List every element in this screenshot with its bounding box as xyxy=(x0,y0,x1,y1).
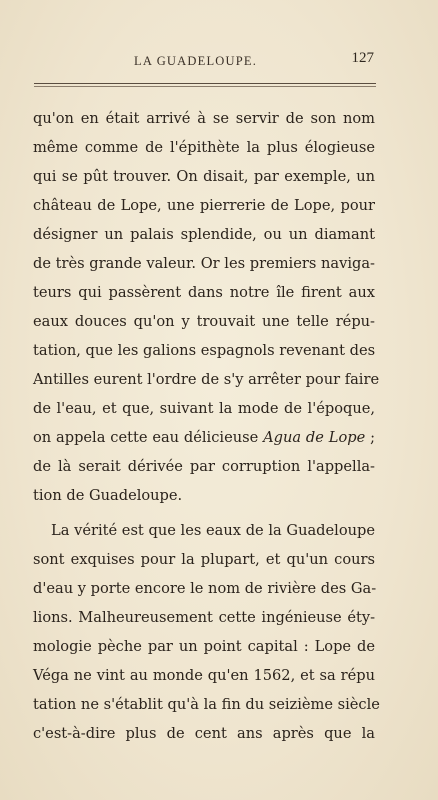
text-line: Véga ne vint au monde qu'en 1562, et sa répu xyxy=(33,667,375,684)
text-line: de là serait dérivée par corruption l'appella- xyxy=(33,458,375,475)
text-line: teurs qui passèrent dans notre île firent aux xyxy=(33,284,375,301)
text-line: Antilles eurent l'ordre de s'y arrêter pour faire xyxy=(33,371,380,388)
paragraph-2 xyxy=(33,516,380,748)
text-line: lions. Malheureusement cette ingénieuse éty- xyxy=(33,609,375,626)
header-rule xyxy=(34,83,376,84)
text-line: même comme de l'épithète la plus élogieuse xyxy=(33,139,375,156)
text-line: de très grande valeur. Or les premiers naviga- xyxy=(33,255,375,272)
text-line: qu'on en était arrivé à se servir de son nom xyxy=(33,110,375,127)
text-line: d'eau y porte encore le nom de rivière des Ga- xyxy=(33,580,377,597)
text-line: tion de Guadeloupe. xyxy=(33,487,183,504)
text-line: château de Lope, une pierrerie de Lope, pour xyxy=(33,197,375,214)
text-line: c'est-à-dire plus de cent ans après que la xyxy=(33,725,375,742)
text-line: La vérité est que les eaux de la Guadeloupe xyxy=(51,522,375,539)
body-text xyxy=(33,104,380,748)
italic-phrase: Agua de Lope xyxy=(263,429,366,446)
page-number: 127 xyxy=(351,50,374,66)
header-rule-thin xyxy=(34,86,376,87)
running-head: LA GUADELOUPE. xyxy=(134,54,258,68)
text-line: tation, que les galions espagnols revenant des xyxy=(33,342,376,359)
text-line: de l'eau, et que, suivant la mode de l'époque, xyxy=(33,400,375,417)
text-segment: on appela cette eau délicieuse xyxy=(33,429,264,446)
text-line: désigner un palais splendide, ou un diamant xyxy=(33,226,375,243)
text-line-with-italic xyxy=(33,423,375,452)
text-line: sont exquises pour la plupart, et qu'un cours xyxy=(33,551,375,568)
page-header xyxy=(36,52,376,74)
paragraph-1 xyxy=(33,104,380,510)
text-segment: ; xyxy=(365,429,376,446)
text-line: tation ne s'établit qu'à la fin du seizième siècle xyxy=(33,696,380,713)
text-line: qui se pût trouver. On disait, par exemple, un xyxy=(33,168,375,185)
text-line: mologie pèche par un point capital : Lope de xyxy=(33,638,375,655)
text-line: eaux douces qu'on y trouvait une telle répu- xyxy=(33,313,375,330)
